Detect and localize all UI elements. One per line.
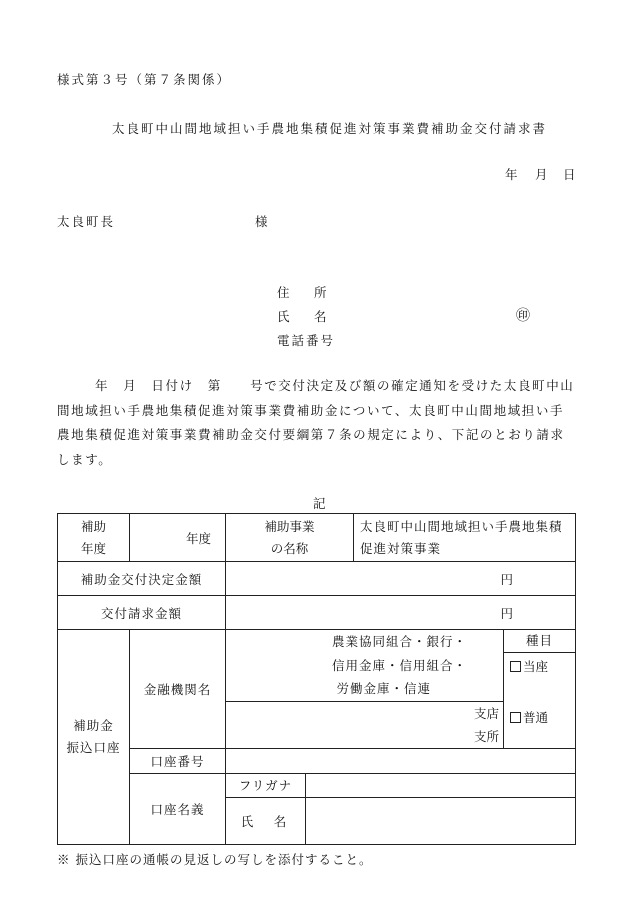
address-label: 住 所 xyxy=(277,285,333,300)
account-type-label: 種目 xyxy=(504,630,575,653)
phone-label: 電話番号 xyxy=(277,333,336,348)
ordinary-text: 普通 xyxy=(523,710,549,725)
checkbox-ordinary[interactable] xyxy=(510,712,521,723)
project-name-value xyxy=(354,514,576,562)
project-name-1: 太良町中山間地域担い手農地集積 xyxy=(360,518,563,534)
furigana-value[interactable] xyxy=(306,773,576,797)
project-name-label-2: の名称 xyxy=(270,540,309,556)
subsidy-year-label-1: 補助 xyxy=(80,518,106,534)
bank-types-line-1: 農業協同組合・銀行・ xyxy=(332,634,468,649)
nendo-text: 年度 xyxy=(185,530,211,546)
footnote: ※ 振込口座の通帳の見返しの写しを添付すること。 xyxy=(57,852,373,867)
ki-heading: 記 xyxy=(313,496,326,511)
bank-name-label: 金融機関名 xyxy=(130,630,226,749)
transfer-account-label-2: 振込口座 xyxy=(66,739,121,755)
account-type-ordinary[interactable] xyxy=(504,708,575,726)
branch-value[interactable] xyxy=(226,701,504,748)
document-title: 太良町中山間地域担い手農地集積促進対策事業費補助金交付請求書 xyxy=(112,121,548,136)
subsidy-year-label xyxy=(58,514,130,562)
seal-mark: ㊞ xyxy=(516,308,530,324)
transfer-account-label xyxy=(58,630,130,845)
date-day: 日 xyxy=(563,167,576,182)
holder-name-label: 氏 名 xyxy=(226,797,306,844)
subsidy-year-label-2: 年度 xyxy=(80,540,106,556)
date-year: 年 xyxy=(505,167,518,182)
project-name-label xyxy=(226,514,354,562)
bank-types-line-2: 信用金庫・信用組合・ xyxy=(332,657,468,673)
project-name-2: 促進対策事業 xyxy=(360,540,442,556)
body-text: 年 月 日付け 第 号で交付決定及び額の確定通知を受けた太良町中山間地域担い手農地集積促進対策事業費補助金について、太良町中山間地域担い手農地集積促進対策事業費補助金交付要綱第７条の規定により、下記のとおり請求します。 xyxy=(57,378,575,467)
request-amount-label: 交付請求金額 xyxy=(58,596,226,630)
date-month: 月 xyxy=(535,167,548,182)
account-number-label: 口座番号 xyxy=(130,748,226,773)
form-number: 様式第３号（第７条関係） xyxy=(57,72,232,87)
holder-name-value[interactable] xyxy=(306,797,576,844)
transfer-account-label-1: 補助金 xyxy=(73,717,114,733)
account-number-value[interactable] xyxy=(226,748,576,773)
account-type-cell xyxy=(504,630,576,749)
project-name-label-1: 補助事業 xyxy=(264,518,315,534)
furigana-label: フリガナ xyxy=(226,773,306,797)
account-type-current[interactable] xyxy=(504,657,575,675)
addressee-name: 太良町長 xyxy=(57,214,116,229)
decided-amount-value[interactable] xyxy=(226,562,576,596)
subsidy-year-value[interactable] xyxy=(130,514,226,562)
name-label: 氏 名 xyxy=(277,309,333,324)
request-amount-value[interactable] xyxy=(226,596,576,630)
branch-office-text: 支所 xyxy=(474,728,500,744)
bank-types-line-3: 労働金庫・信連 xyxy=(336,681,432,696)
request-table xyxy=(57,513,576,845)
current-text: 当座 xyxy=(523,659,549,674)
account-holder-label: 口座名義 xyxy=(130,773,226,844)
decided-amount-label: 補助金交付決定金額 xyxy=(58,562,226,596)
branch-text: 支店 xyxy=(474,705,500,721)
yen-unit-2: 円 xyxy=(500,605,514,621)
bank-name-value[interactable] xyxy=(226,630,504,702)
checkbox-current[interactable] xyxy=(510,661,521,672)
addressee-honorific: 様 xyxy=(255,214,268,229)
yen-unit-1: 円 xyxy=(500,571,514,587)
